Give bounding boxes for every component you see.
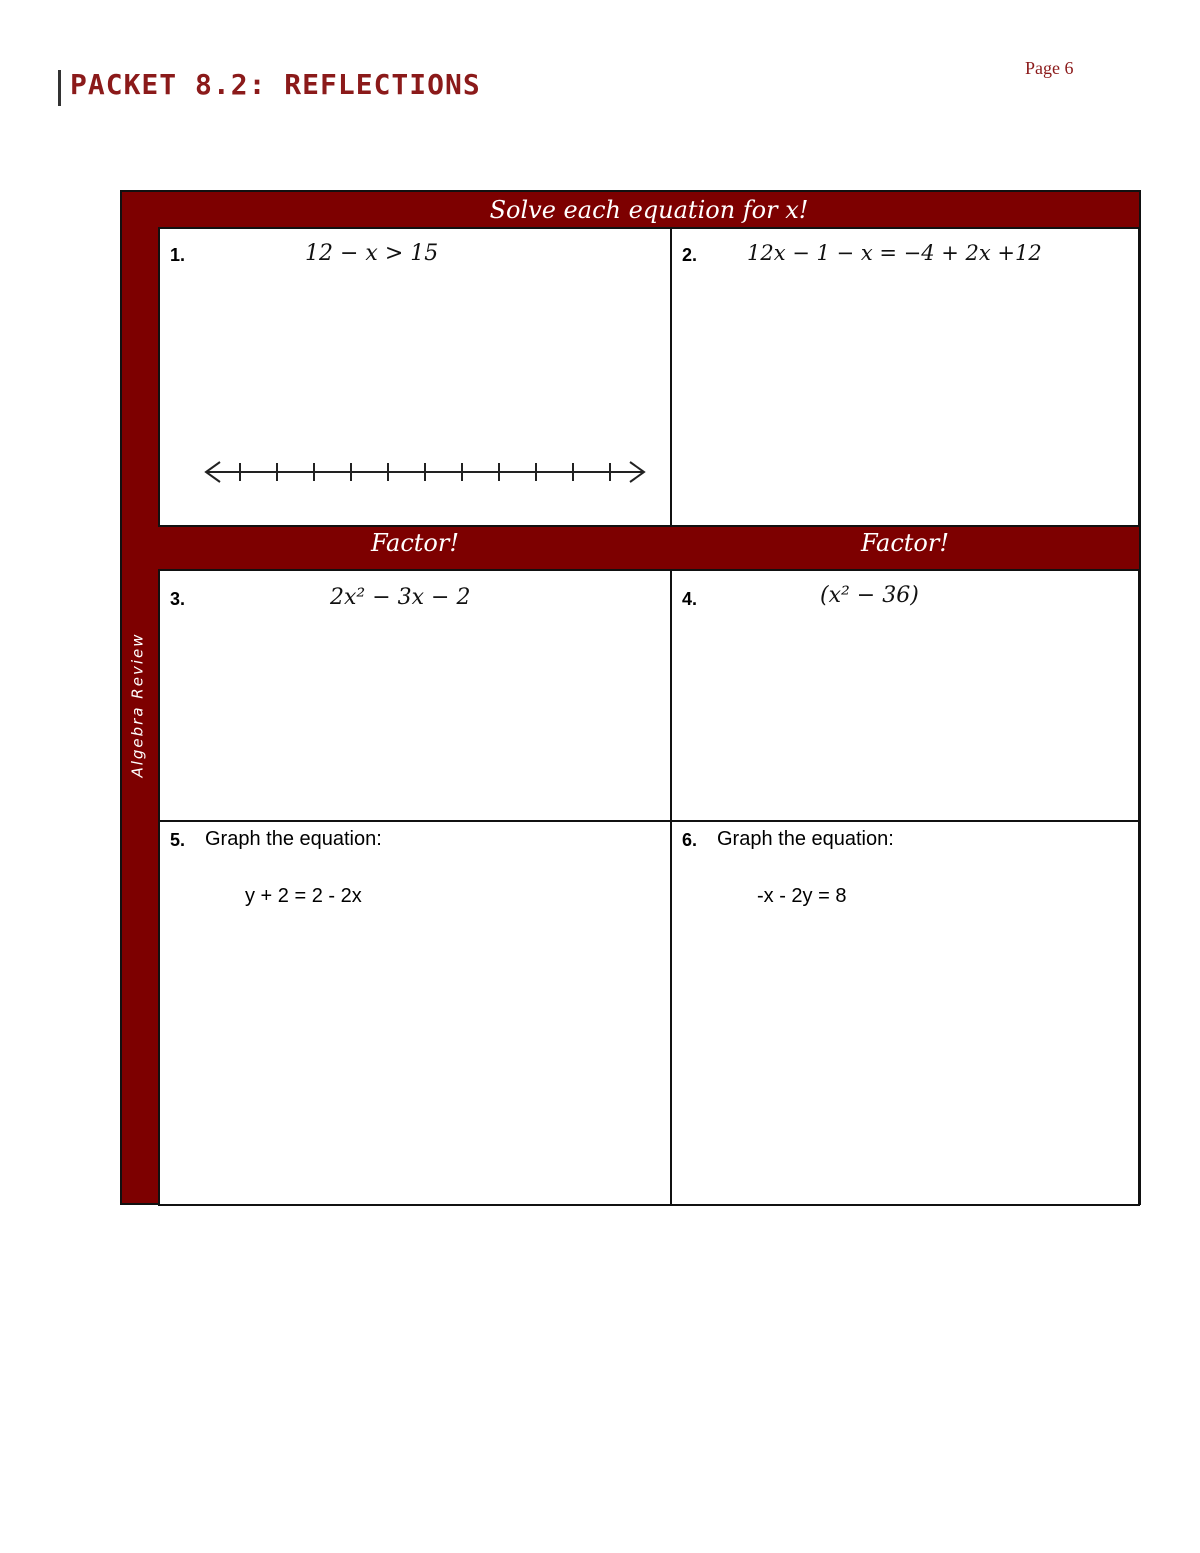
problem-prompt: Graph the equation: [717, 828, 894, 850]
problem-3-cell [158, 569, 672, 822]
problem-4-cell [670, 569, 1140, 822]
problem-expression: 12 − x > 15 [305, 241, 439, 266]
problem-1-cell [158, 227, 672, 527]
title-rule [58, 70, 61, 106]
problem-expression: 2x² − 3x − 2 [330, 585, 471, 610]
problem-number: 5. [170, 830, 186, 850]
factor-header-right: Factor! [861, 529, 949, 557]
factor-header-left: Factor! [371, 529, 459, 557]
problem-number: 3. [170, 589, 186, 609]
side-label [118, 625, 158, 785]
problem-2-cell [670, 227, 1140, 527]
problem-expression: 12x − 1 − x = −4 + 2x +12 [747, 241, 1042, 265]
problem-number: 4. [682, 589, 698, 609]
problem-prompt: Graph the equation: [205, 828, 382, 850]
page-number: Page 6 [1025, 58, 1074, 78]
problem-number: 1. [170, 245, 186, 265]
problem-6-cell [670, 820, 1140, 1206]
problem-number: 2. [682, 245, 698, 265]
problem-expression: -x - 2y = 8 [757, 885, 847, 907]
side-label-text: Algebra Review [129, 632, 147, 778]
number-line [200, 457, 650, 487]
problem-5-cell [158, 820, 672, 1206]
problem-expression: (x² − 36) [820, 583, 919, 608]
solve-header: Solve each equation for x! [489, 196, 809, 224]
problem-expression: y + 2 = 2 - 2x [245, 885, 362, 907]
page-title: PACKET 8.2: REFLECTIONS [70, 68, 481, 101]
problem-number: 6. [682, 830, 698, 850]
